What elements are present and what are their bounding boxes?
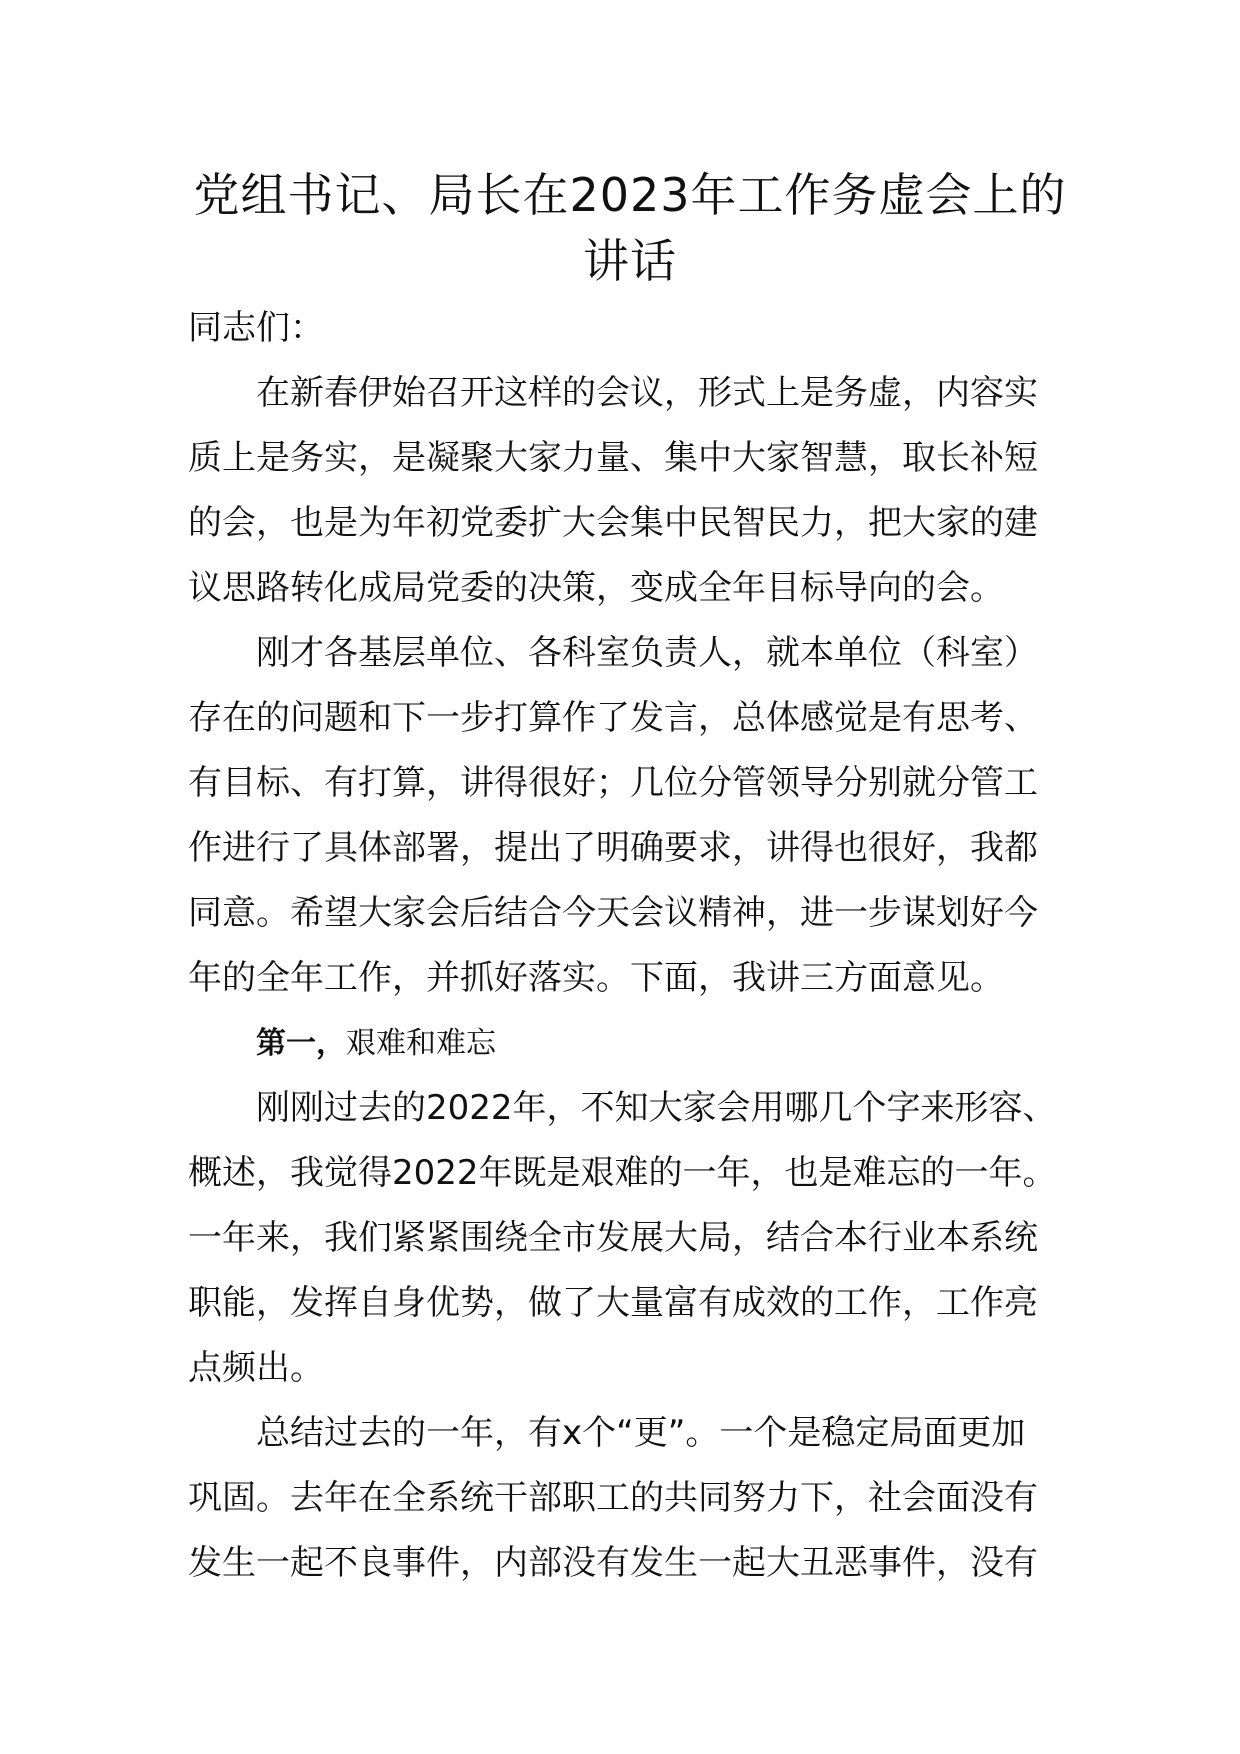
paragraph-line: 总结过去的一年，有x个“更”。一个是稳定局面更加 bbox=[256, 1413, 1026, 1453]
paragraph-line: 巩固。去年在全系统干部职工的共同努力下，社会面没有 bbox=[188, 1478, 1038, 1518]
title-line-2: 讲话 bbox=[583, 234, 677, 288]
paragraph-line: 概述，我觉得2022年既是艰难的一年，也是难忘的一年。 bbox=[188, 1153, 1057, 1193]
paragraph-line: 议思路转化成局党委的决策，变成全年目标导向的会。 bbox=[188, 568, 1004, 608]
paragraph-line: 的会，也是为年初党委扩大会集中民智民力，把大家的建 bbox=[188, 503, 1038, 543]
paragraph-1 bbox=[188, 361, 1058, 621]
paragraph-line: 有目标、有打算，讲得很好；几位分管领导分别就分管工 bbox=[188, 763, 1038, 803]
title-line-1: 党组书记、局长在2023年工作务虚会上的 bbox=[193, 168, 1067, 222]
document-body bbox=[188, 296, 1058, 1596]
paragraph-3 bbox=[188, 1076, 1058, 1401]
document-title bbox=[190, 162, 1070, 294]
section-heading-lead: 第一， bbox=[256, 1026, 346, 1061]
section-heading-text: 艰难和难忘 bbox=[346, 1026, 496, 1061]
paragraph-line: 同意。希望大家会后结合今天会议精神，进一步谋划好今 bbox=[188, 893, 1038, 933]
paragraph-line: 在新春伊始召开这样的会议，形式上是务虚，内容实 bbox=[256, 373, 1038, 413]
salutation: 同志们： bbox=[188, 308, 324, 348]
paragraph-line: 发生一起不良事件，内部没有发生一起大丑恶事件，没有 bbox=[188, 1543, 1038, 1583]
paragraph-line: 刚才各基层单位、各科室负责人，就本单位（科室） bbox=[256, 633, 1038, 673]
paragraph-line: 职能，发挥自身优势，做了大量富有成效的工作，工作亮 bbox=[188, 1283, 1038, 1323]
paragraph-2 bbox=[188, 621, 1058, 1011]
paragraph-line: 刚刚过去的2022年，不知大家会用哪几个字来形容、 bbox=[256, 1088, 1057, 1128]
paragraph-line: 点频出。 bbox=[188, 1348, 324, 1388]
paragraph-line: 质上是务实，是凝聚大家力量、集中大家智慧，取长补短 bbox=[188, 438, 1038, 478]
paragraph-line: 一年来，我们紧紧围绕全市发展大局，结合本行业本系统 bbox=[188, 1218, 1038, 1258]
paragraph-line: 作进行了具体部署，提出了明确要求，讲得也很好，我都 bbox=[188, 828, 1038, 868]
paragraph-4 bbox=[188, 1401, 1058, 1596]
section-heading bbox=[188, 1011, 1058, 1076]
paragraph-line: 年的全年工作，并抓好落实。下面，我讲三方面意见。 bbox=[188, 958, 1004, 998]
paragraph-line: 存在的问题和下一步打算作了发言，总体感觉是有思考、 bbox=[188, 698, 1038, 738]
